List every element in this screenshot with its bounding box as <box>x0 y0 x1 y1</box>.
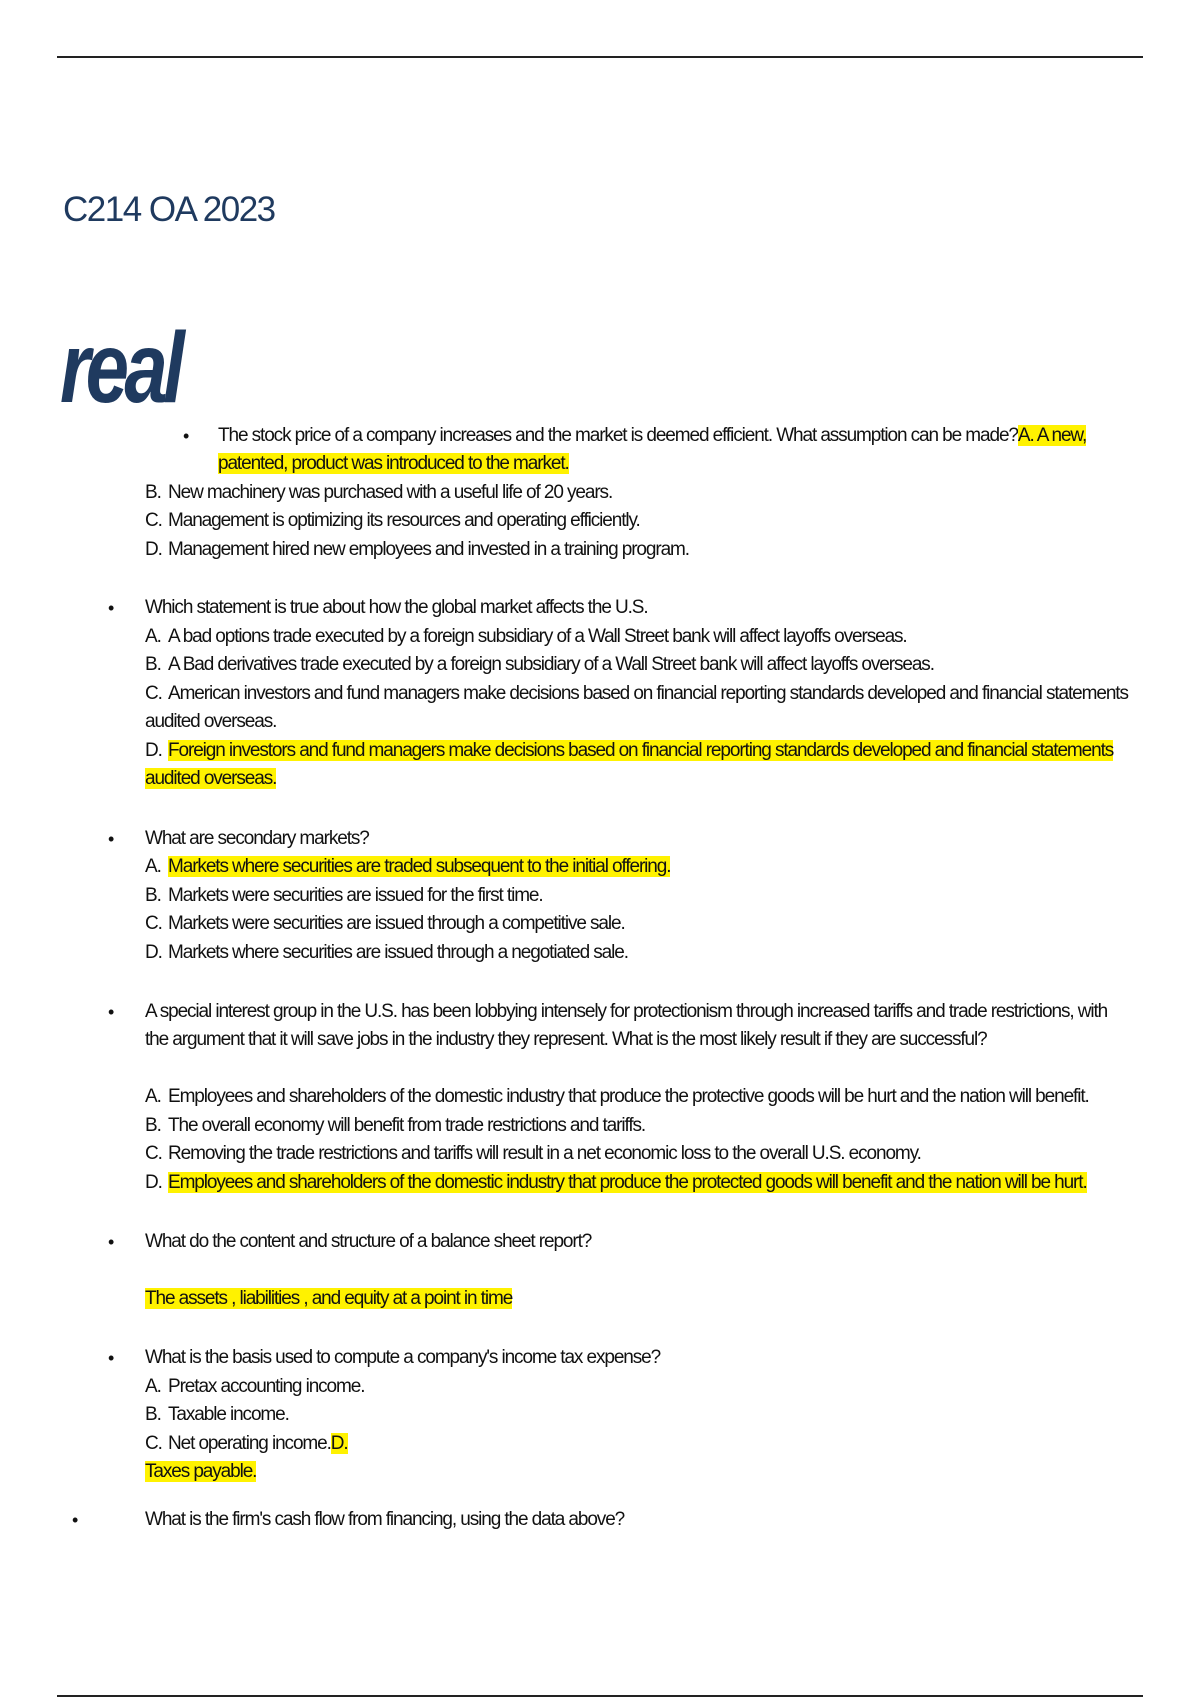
q5-stem: What do the content and structure of a balance sheet report? <box>145 1231 592 1252</box>
q2-option-a: A. A bad options trade executed by a foreign subsidiary of a Wall Street bank will affect layoffs overseas. <box>145 626 907 647</box>
q1-option-b: B. New machinery was purchased with a useful life of 20 years. <box>145 482 613 503</box>
q2-option-d: D. Foreign investors and fund managers make decisions based on financial reporting standards developed and financial statements <box>145 740 1114 761</box>
bullet-q1: • <box>183 426 190 446</box>
page-title: C214 OA 2023 <box>63 190 275 229</box>
q4-stem-line1: A special interest group in the U.S. has been lobbying intensely for protectionism through increased tariffs and trade restrictions, with <box>145 1001 1108 1022</box>
q2-stem: Which statement is true about how the global market affects the U.S. <box>145 597 648 618</box>
q6-answer-line <box>145 1458 256 1486</box>
q2-option-d-cont: audited overseas. <box>145 768 277 789</box>
q5-answer: The assets , liabilities , and equity at a point in time <box>145 1288 513 1309</box>
bullet-q7: • <box>72 1510 79 1530</box>
q1-option-c: C. Management is optimizing its resources and operating efficiently. <box>145 510 640 531</box>
q3-answer-a: Markets where securities are traded subsequent to the initial offering. <box>168 856 671 877</box>
bullet-q4: • <box>108 1002 115 1022</box>
bottom-rule <box>57 1695 1143 1697</box>
q2-answer-d: Foreign investors and fund managers make decisions based on financial reporting standards developed and financial statements <box>168 740 1114 761</box>
q5-answer-line <box>145 1285 512 1313</box>
q3-option-c: C. Markets were securities are issued through a competitive sale. <box>145 913 625 934</box>
q6-option-c: C. Net operating income.D. <box>145 1433 348 1454</box>
q1-answer-line2 <box>218 450 569 478</box>
q6-option-a: A. Pretax accounting income. <box>145 1376 365 1397</box>
bullet-q3: • <box>108 829 115 849</box>
q4-option-d: D. Employees and shareholders of the domestic industry that produce the protected goods will benefit and the nation will be hurt. <box>145 1172 1087 1193</box>
q3-option-a: A. Markets where securities are traded subsequent to the initial offering. <box>145 856 671 877</box>
q1-answer-a-part2: patented, product was introduced to the market. <box>218 453 569 474</box>
q1-answer-a-part1: A. A new, <box>1017 425 1087 446</box>
top-rule <box>57 56 1143 58</box>
q1-stem-line <box>218 422 1086 450</box>
q3-option-b: B. Markets were securities are issued for the first time. <box>145 885 543 906</box>
bullet-q5: • <box>108 1232 115 1252</box>
q6-stem: What is the basis used to compute a company's income tax expense? <box>145 1347 661 1368</box>
q4-option-a: A. Employees and shareholders of the domestic industry that produce the protective goods will be hurt and the nation will benefit. <box>145 1086 1089 1107</box>
q6-answer-d: Taxes payable. <box>145 1461 257 1482</box>
q7-stem: What is the firm's cash flow from financing, using the data above? <box>145 1509 625 1530</box>
real-watermark-word: real <box>60 312 181 424</box>
q1-option-d: D. Management hired new employees and invested in a training program. <box>145 539 689 560</box>
bullet-q6: • <box>108 1348 115 1368</box>
q4-stem-line2: the argument that it will save jobs in the industry they represent. What is the most likely result if they are successful? <box>145 1029 987 1050</box>
q4-option-b: B. The overall economy will benefit from trade restrictions and tariffs. <box>145 1115 646 1136</box>
q2-option-c: C. American investors and fund managers make decisions based on financial reporting standards developed and financial statements <box>145 683 1128 704</box>
q6-option-b: B. Taxable income. <box>145 1404 289 1425</box>
q6-answer-d-head: D. <box>330 1433 348 1454</box>
q3-option-d: D. Markets where securities are issued through a negotiated sale. <box>145 942 628 963</box>
q2-option-c-cont: audited overseas. <box>145 711 277 732</box>
q3-stem: What are secondary markets? <box>145 828 369 849</box>
bullet-q2: • <box>108 598 115 618</box>
q2-option-b: B. A Bad derivatives trade executed by a foreign subsidiary of a Wall Street bank will affect layoffs overseas. <box>145 654 934 675</box>
q4-option-c: C. Removing the trade restrictions and tariffs will result in a net economic loss to the overall U.S. economy. <box>145 1143 921 1164</box>
q1-stem: The stock price of a company increases and the market is deemed efficient. What assumption can be made? <box>218 425 1018 446</box>
q4-answer-d: Employees and shareholders of the domestic industry that produce the protected goods will benefit and the nation will be hurt. <box>168 1172 1087 1193</box>
